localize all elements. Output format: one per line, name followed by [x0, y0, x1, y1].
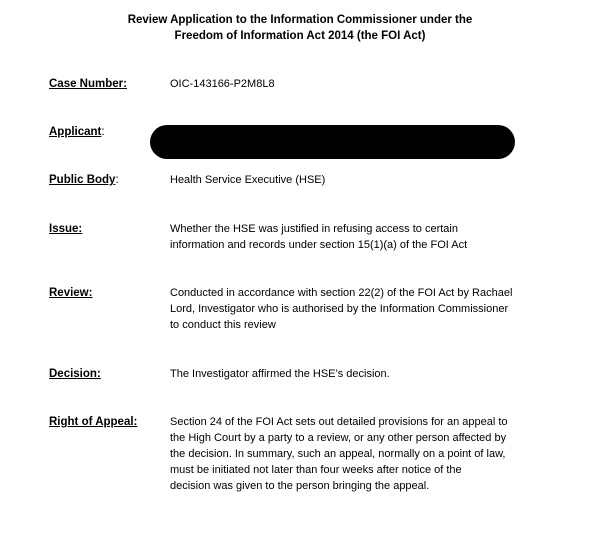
issue-label: Issue: [49, 223, 83, 235]
right-of-appeal-line: the decision. In summary, such an appeal, normally on a point of law, [170, 448, 506, 460]
review-line: Lord, Investigator who is authorised by the Information Commissioner [170, 303, 509, 315]
document-title-line-2: Freedom of Information Act 2014 (the FOI Act) [174, 30, 426, 42]
public-body-value: Health Service Executive (HSE) [170, 174, 326, 186]
review-line: Conducted in accordance with section 22(2) of the FOI Act by Rachael [170, 287, 513, 299]
decision-value: The Investigator affirmed the HSE’s decision. [170, 368, 390, 380]
document-title [0, 12, 600, 44]
decision-label: Decision: [49, 368, 101, 380]
right-of-appeal-line: the High Court by a party to a review, or any other person affected by [170, 432, 507, 444]
applicant-redaction-block [150, 125, 515, 159]
right-of-appeal-label: Right of Appeal: [49, 416, 138, 428]
applicant-label: Applicant: [49, 126, 105, 138]
case-number-value: OIC-143166-P2M8L8 [170, 78, 275, 90]
right-of-appeal-line: must be initiated not later than four weeks after notice of the [170, 464, 462, 476]
public-body-label: Public Body: [49, 174, 119, 186]
issue-line: information and records under section 15(1)(a) of the FOI Act [170, 239, 468, 251]
right-of-appeal-value [170, 414, 560, 494]
case-number-label: Case Number: [49, 78, 127, 90]
issue-line: Whether the HSE was justified in refusing access to certain [170, 223, 458, 235]
review-value [170, 285, 560, 333]
review-line: to conduct this review [170, 319, 276, 331]
right-of-appeal-line: decision was given to the person bringing the appeal. [170, 480, 430, 492]
issue-value [170, 221, 560, 253]
review-label: Review: [49, 287, 93, 299]
right-of-appeal-line: Section 24 of the FOI Act sets out detailed provisions for an appeal to [170, 416, 508, 428]
document-title-line-1: Review Application to the Information Commissioner under the [127, 14, 473, 26]
